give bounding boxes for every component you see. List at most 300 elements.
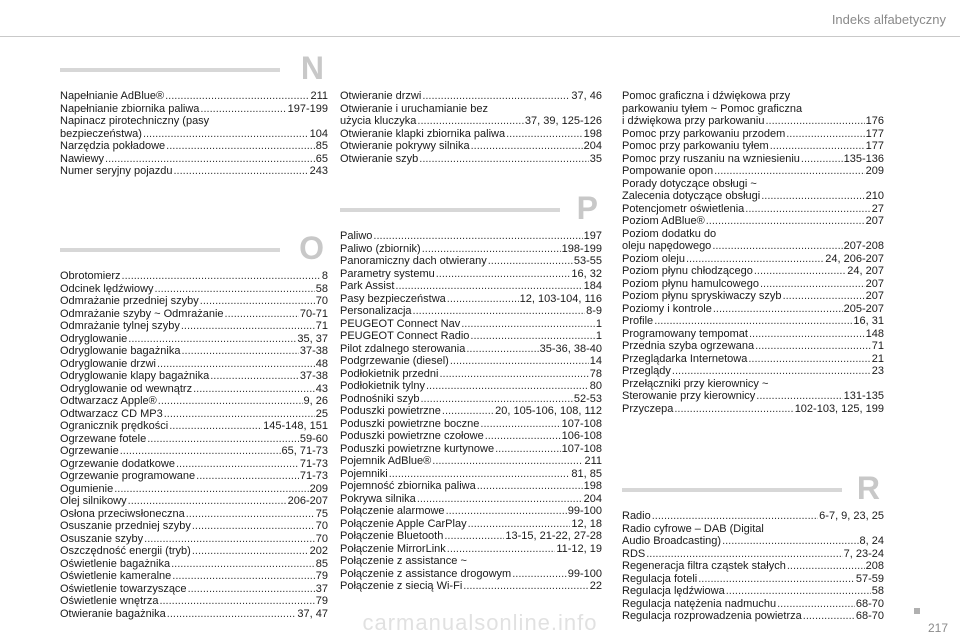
entry-pages: 71-73 xyxy=(299,457,328,470)
entry-pages: 24, 206-207 xyxy=(825,252,884,265)
dot-leader xyxy=(756,390,842,403)
index-entry xyxy=(340,393,602,406)
entry-list xyxy=(340,230,602,593)
entry-term: Pojemniki xyxy=(340,467,388,480)
dot-leader xyxy=(417,115,524,128)
dot-leader xyxy=(770,140,865,153)
dot-leader xyxy=(468,518,571,531)
dot-leader xyxy=(480,418,560,431)
section-letter: N xyxy=(300,50,324,86)
dot-leader xyxy=(755,340,871,353)
entry-pages: 23 xyxy=(871,365,884,377)
entry-pages: 1 xyxy=(595,317,602,330)
index-entry xyxy=(622,90,884,103)
entry-pages: 204 xyxy=(583,140,602,152)
entry-term: oleju napędowego xyxy=(622,240,712,252)
index-entry xyxy=(340,330,602,343)
dot-leader xyxy=(432,455,583,468)
index-entry xyxy=(622,598,884,611)
entry-pages: 177 xyxy=(865,140,884,152)
index-entry xyxy=(622,328,884,341)
index-entry xyxy=(622,253,884,266)
section-letter: R xyxy=(856,470,880,506)
index-entry xyxy=(340,293,602,306)
index-entry xyxy=(340,555,602,568)
index-entry xyxy=(622,153,884,166)
entry-pages: 37-38 xyxy=(299,370,328,382)
entry-term: Pokrywa silnika xyxy=(340,492,416,505)
dot-leader xyxy=(188,583,315,596)
entry-pages: 107-108 xyxy=(561,442,602,455)
section-o-continued xyxy=(340,86,602,165)
entry-pages: 197 xyxy=(583,230,602,242)
entry-pages: 184 xyxy=(583,280,602,292)
entry-pages: 8, 24 xyxy=(859,535,884,547)
dot-leader xyxy=(210,370,299,383)
index-entry xyxy=(60,458,328,471)
entry-term: Odryglowanie od wewnątrz xyxy=(60,382,193,395)
entry-pages: 37-38 xyxy=(299,345,328,357)
entry-term: Ogrzewanie programowane xyxy=(60,470,196,482)
dot-leader xyxy=(422,90,570,103)
entry-pages: 53-55 xyxy=(573,255,602,267)
entry-pages: 71 xyxy=(315,320,328,332)
index-column-3 xyxy=(622,50,884,640)
footer-marker-icon xyxy=(914,608,920,614)
entry-term: Personalizacja xyxy=(340,305,412,317)
index-entry xyxy=(60,153,328,166)
page-number: 217 xyxy=(927,621,948,635)
entry-pages: 198 xyxy=(583,480,602,492)
entry-pages: 207 xyxy=(865,290,884,302)
entry-term: Nawiewy xyxy=(60,152,105,165)
entry-pages: 68-70 xyxy=(855,597,884,610)
entry-term: Odtwarzacz CD MP3 xyxy=(60,407,163,420)
index-entry xyxy=(60,320,328,333)
dot-leader xyxy=(144,533,315,546)
entry-term: Paliwo xyxy=(340,230,373,242)
dot-leader xyxy=(698,573,855,586)
dot-leader xyxy=(157,358,315,371)
entry-pages: 208 xyxy=(865,560,884,572)
section-rule xyxy=(340,208,560,212)
entry-term: Park Assist xyxy=(340,280,395,292)
entry-pages: 211 xyxy=(310,90,328,102)
dot-leader xyxy=(114,483,308,496)
entry-term: Odmrażanie przedniej szyby xyxy=(60,295,199,307)
index-entry xyxy=(622,585,884,598)
index-entry xyxy=(622,523,884,536)
entry-term: Oświetlenie kameralne xyxy=(60,570,172,582)
dot-leader xyxy=(165,90,309,103)
entry-pages: 209 xyxy=(865,165,884,177)
entry-term: Olej silnikowy xyxy=(60,495,127,507)
entry-pages: 12, 103-104, 116 xyxy=(519,292,602,305)
entry-pages: 25 xyxy=(315,407,328,420)
entry-pages: 58 xyxy=(871,585,884,597)
entry-term: Otwieranie bagażnika xyxy=(60,607,166,620)
entry-term: PEUGEOT Connect Nav xyxy=(340,317,461,330)
dot-leader xyxy=(506,128,583,141)
entry-pages: 148 xyxy=(865,327,884,340)
entry-term: Radio xyxy=(622,510,651,522)
dot-leader xyxy=(192,545,309,558)
index-entry xyxy=(340,243,602,256)
index-entry xyxy=(622,573,884,586)
dot-leader xyxy=(654,315,852,328)
entry-pages: 59-60 xyxy=(299,432,328,445)
dot-leader xyxy=(439,368,588,381)
entry-term: Oświetlenie towarzyszące xyxy=(60,582,187,595)
dot-leader xyxy=(196,470,299,483)
entry-pages: 209 xyxy=(309,482,328,495)
entry-term: Zalecenia dotyczące obsługi xyxy=(622,190,761,202)
dot-leader xyxy=(176,458,299,471)
entry-term: Ogrzewanie dodatkowe xyxy=(60,457,175,470)
index-entry xyxy=(622,390,884,403)
entry-pages: 99-100 xyxy=(567,505,602,517)
entry-term: Przeglądarka Internetowa xyxy=(622,352,748,365)
index-entry xyxy=(622,265,884,278)
index-entry xyxy=(622,303,884,316)
entry-term: Podłokietnik przedni xyxy=(340,367,439,380)
entry-term: Przyczepa xyxy=(622,402,674,415)
entry-term: Połączenie Apple CarPlay xyxy=(340,517,467,530)
entry-term: Poduszki powietrzne xyxy=(340,405,441,417)
dot-leader xyxy=(749,328,865,341)
dot-leader xyxy=(172,570,314,583)
index-entry xyxy=(60,270,328,283)
index-entry xyxy=(60,408,328,421)
index-entry xyxy=(622,290,884,303)
dot-leader xyxy=(466,343,538,356)
entry-term: Obrotomierz xyxy=(60,270,121,282)
entry-term: Odmrażanie szyby ~ Odmrażanie xyxy=(60,307,224,320)
index-entry xyxy=(60,470,328,483)
entry-pages: 71 xyxy=(871,340,884,352)
entry-term: Ogrzewane fotele xyxy=(60,432,147,445)
index-entry xyxy=(340,530,602,543)
index-entry xyxy=(60,583,328,596)
entry-text: Połączenie z assistance ~ xyxy=(340,555,467,567)
index-entry xyxy=(340,140,602,153)
index-entry xyxy=(340,455,602,468)
index-entry xyxy=(340,153,602,166)
index-entry xyxy=(340,405,602,418)
entry-term: Poziom oleju xyxy=(622,252,685,265)
index-entry xyxy=(340,230,602,243)
dot-leader xyxy=(426,380,589,393)
entry-list xyxy=(340,90,602,165)
entry-pages: 24, 207 xyxy=(847,265,884,277)
entry-term: bezpieczeństwa) xyxy=(60,127,142,140)
entry-list xyxy=(622,510,884,623)
index-entry xyxy=(622,560,884,573)
index-entry xyxy=(622,510,884,523)
entry-term: Parametry systemu xyxy=(340,267,435,280)
dot-leader xyxy=(171,558,315,571)
entry-pages: 13-15, 21-22, 27-28 xyxy=(505,530,602,542)
entry-pages: 68-70 xyxy=(855,610,884,622)
section-p xyxy=(340,190,602,593)
index-entry xyxy=(340,443,602,456)
entry-term: Odryglowanie drzwi xyxy=(60,357,156,370)
entry-pages: 104 xyxy=(309,127,328,140)
section-rule xyxy=(622,488,842,492)
dot-leader xyxy=(672,365,871,378)
index-entry xyxy=(60,358,328,371)
dot-leader xyxy=(193,383,315,396)
entry-pages: 37, 47 xyxy=(297,607,328,620)
entry-term: Poziom AdBlue® xyxy=(622,215,705,227)
index-entry xyxy=(60,345,328,358)
entry-term: Paliwo (zbiornik) xyxy=(340,242,421,255)
entry-term: Osuszanie przedniej szyby xyxy=(60,520,191,532)
entry-text: Przełączniki przy kierownicy ~ xyxy=(622,377,769,390)
entry-term: Otwieranie klapki zbiornika paliwa xyxy=(340,127,506,140)
entry-pages: 177 xyxy=(865,127,884,140)
dot-leader xyxy=(122,270,321,283)
dot-leader xyxy=(155,283,315,296)
dot-leader xyxy=(446,505,567,518)
dot-leader xyxy=(777,598,855,611)
entry-text: parkowaniu tyłem ~ Pomoc graficzna xyxy=(622,102,803,115)
entry-pages: 43 xyxy=(315,382,328,395)
index-entry xyxy=(60,508,328,521)
index-entry xyxy=(622,203,884,216)
index-entry xyxy=(340,368,602,381)
dot-leader xyxy=(166,140,315,153)
dot-leader xyxy=(143,128,309,141)
dot-leader xyxy=(169,420,262,433)
entry-term: Oświetlenie bagażnika xyxy=(60,557,171,570)
dot-leader xyxy=(419,153,588,166)
entry-pages: 21 xyxy=(871,352,884,365)
entry-pages: 35 xyxy=(589,152,602,165)
index-entry xyxy=(340,305,602,318)
index-entry xyxy=(340,480,602,493)
index-entry xyxy=(60,558,328,571)
entry-pages: 79 xyxy=(315,595,328,607)
entry-pages: 70 xyxy=(315,520,328,532)
dot-leader xyxy=(713,303,843,316)
dot-leader xyxy=(447,543,556,556)
dot-leader xyxy=(461,318,595,331)
entry-term: Potencjometr oświetlenia xyxy=(622,202,745,215)
entry-term: Pojemność zbiornika paliwa xyxy=(340,480,476,492)
index-entry xyxy=(340,268,602,281)
index-entry xyxy=(60,383,328,396)
entry-term: Otwieranie pokrywy silnika xyxy=(340,140,470,152)
section-p-continued xyxy=(622,86,884,415)
dot-leader xyxy=(726,585,871,598)
section-header xyxy=(622,470,884,506)
index-entry xyxy=(622,128,884,141)
index-entry xyxy=(340,568,602,581)
dot-leader xyxy=(436,268,571,281)
dot-leader xyxy=(225,308,299,321)
entry-pages: 106-108 xyxy=(561,430,602,442)
dot-leader xyxy=(181,345,298,358)
entry-term: Odryglowanie xyxy=(60,332,128,345)
entry-pages: 107-108 xyxy=(561,417,602,430)
index-entry xyxy=(622,215,884,228)
entry-term: Odmrażanie tylnej szyby xyxy=(60,320,180,332)
index-entry xyxy=(622,353,884,366)
dot-leader xyxy=(159,595,314,608)
section-header xyxy=(340,190,602,226)
entry-pages: 80 xyxy=(589,380,602,392)
entry-pages: 205-207 xyxy=(843,302,884,315)
entry-pages: 6-7, 9, 23, 25 xyxy=(819,510,884,522)
dot-leader xyxy=(722,535,858,548)
entry-term: Podgrzewanie (diesel) xyxy=(340,355,449,367)
index-entry xyxy=(60,520,328,533)
entry-term: Poduszki powietrzne czołowe xyxy=(340,430,484,442)
index-entry xyxy=(340,505,602,518)
dot-leader xyxy=(477,480,583,493)
entry-term: Numer seryjny pojazdu xyxy=(60,165,173,177)
entry-pages: 70 xyxy=(315,532,328,545)
dot-leader xyxy=(395,280,582,293)
index-entry xyxy=(60,533,328,546)
entry-term: Audio Broadcasting) xyxy=(622,535,722,547)
dot-leader xyxy=(174,165,309,178)
entry-pages: 11-12, 19 xyxy=(556,542,602,555)
dot-leader xyxy=(786,128,864,141)
entry-pages: 207 xyxy=(865,215,884,227)
entry-term: i dźwiękowa przy parkowaniu xyxy=(622,115,765,127)
entry-term: Połączenie MirrorLink xyxy=(340,542,446,555)
dot-leader xyxy=(200,103,286,116)
dot-leader xyxy=(761,190,864,203)
entry-term: Poduszki powietrzne kurtynowe xyxy=(340,442,495,455)
entry-pages: 9, 26 xyxy=(303,395,328,407)
index-entry xyxy=(622,140,884,153)
entry-text: Pomoc graficzna i dźwiękowa przy xyxy=(622,90,791,102)
entry-term: Pilot zdalnego sterowania xyxy=(340,342,466,355)
entry-term: Przeglądy xyxy=(622,365,671,377)
entry-pages: 14 xyxy=(589,355,602,367)
entry-term: Osuszanie szyby xyxy=(60,532,144,545)
index-entry xyxy=(340,318,602,331)
entry-pages: 85 xyxy=(315,140,328,152)
index-entry xyxy=(60,545,328,558)
index-entry xyxy=(60,128,328,141)
entry-term: Regulacja natężenia nadmuchu xyxy=(622,597,777,610)
dot-leader xyxy=(181,320,315,333)
entry-pages: 198-199 xyxy=(561,242,602,255)
entry-term: Sterowanie przy kierownicy xyxy=(622,390,756,402)
watermark-text: carmanualsonline.info xyxy=(362,610,598,635)
entry-term: Połączenie z assistance drogowym xyxy=(340,567,512,580)
dot-leader xyxy=(192,520,315,533)
entry-pages: 135-136 xyxy=(843,152,884,165)
entry-term: Pomoc przy parkowaniu tyłem xyxy=(622,140,769,152)
section-n xyxy=(60,50,328,178)
entry-term: Poziom płynu chłodzącego xyxy=(622,265,753,277)
index-entry xyxy=(340,580,602,593)
dot-leader xyxy=(120,445,281,458)
entry-term: Poziomy i kontrole xyxy=(622,302,712,315)
entry-pages: 78 xyxy=(589,367,602,380)
entry-term: Połączenie alarmowe xyxy=(340,505,445,517)
entry-term: Osłona przeciwsłoneczna xyxy=(60,507,185,520)
entry-text: Poziom dodatku do xyxy=(622,227,717,240)
entry-term: Pojemnik AdBlue® xyxy=(340,455,432,467)
entry-term: Pompowanie opon xyxy=(622,165,714,177)
entry-term: Regeneracja filtra cząstek stałych xyxy=(622,560,786,572)
index-entry xyxy=(60,90,328,103)
index-entry xyxy=(340,90,602,103)
entry-text: Otwieranie i uruchamianie bez xyxy=(340,102,488,115)
index-entry xyxy=(60,445,328,458)
dot-leader xyxy=(444,530,504,543)
entry-term: Odcinek lędźwiowy xyxy=(60,282,154,295)
entry-pages: 70 xyxy=(315,295,328,307)
dot-leader xyxy=(186,508,315,521)
index-entry xyxy=(60,308,328,321)
entry-pages: 176 xyxy=(865,115,884,127)
dot-leader xyxy=(674,403,793,416)
entry-term: PEUGEOT Connect Radio xyxy=(340,330,470,342)
entry-term: Pasy bezpieczeństwa xyxy=(340,292,446,305)
index-entry xyxy=(340,430,602,443)
index-entry xyxy=(340,518,602,531)
index-entry xyxy=(340,103,602,116)
entry-pages: 81, 85 xyxy=(571,467,602,480)
index-entry xyxy=(622,548,884,561)
entry-term: Poziom płynu hamulcowego xyxy=(622,277,759,290)
index-entry xyxy=(60,570,328,583)
entry-term: Odryglowanie bagażnika xyxy=(60,345,181,357)
entry-term: Narzędzia pokładowe xyxy=(60,140,166,152)
entry-pages: 206-207 xyxy=(287,495,328,507)
section-header xyxy=(60,50,328,86)
entry-text: Porady dotyczące obsługi ~ xyxy=(622,177,757,190)
index-entry xyxy=(60,115,328,128)
index-entry xyxy=(60,165,328,178)
dot-leader xyxy=(470,330,594,343)
dot-leader xyxy=(158,395,303,408)
entry-pages: 48 xyxy=(315,357,328,370)
entry-pages: 7, 23-24 xyxy=(843,547,884,560)
entry-list xyxy=(622,90,884,415)
dot-leader xyxy=(471,140,583,153)
dot-leader xyxy=(765,115,864,128)
entry-term: użycia kluczyka xyxy=(340,115,417,127)
entry-pages: 1 xyxy=(595,330,602,342)
index-entry xyxy=(340,115,602,128)
index-entry xyxy=(622,365,884,378)
entry-term: Otwieranie szyb xyxy=(340,152,419,165)
dot-leader xyxy=(447,293,519,306)
entry-pages: 211 xyxy=(584,455,602,467)
entry-list xyxy=(60,90,328,178)
index-entry xyxy=(622,315,884,328)
index-entry xyxy=(622,378,884,391)
index-entry xyxy=(60,595,328,608)
entry-term: Napełnianie zbiornika paliwa xyxy=(60,102,200,115)
index-entry xyxy=(622,278,884,291)
entry-pages: 131-135 xyxy=(843,390,884,402)
index-entry xyxy=(622,178,884,191)
dot-leader xyxy=(646,548,842,561)
dot-leader xyxy=(712,240,842,253)
dot-leader xyxy=(164,408,315,421)
entry-term: Odryglowanie klapy bagażnika xyxy=(60,370,210,382)
index-entry xyxy=(60,370,328,383)
